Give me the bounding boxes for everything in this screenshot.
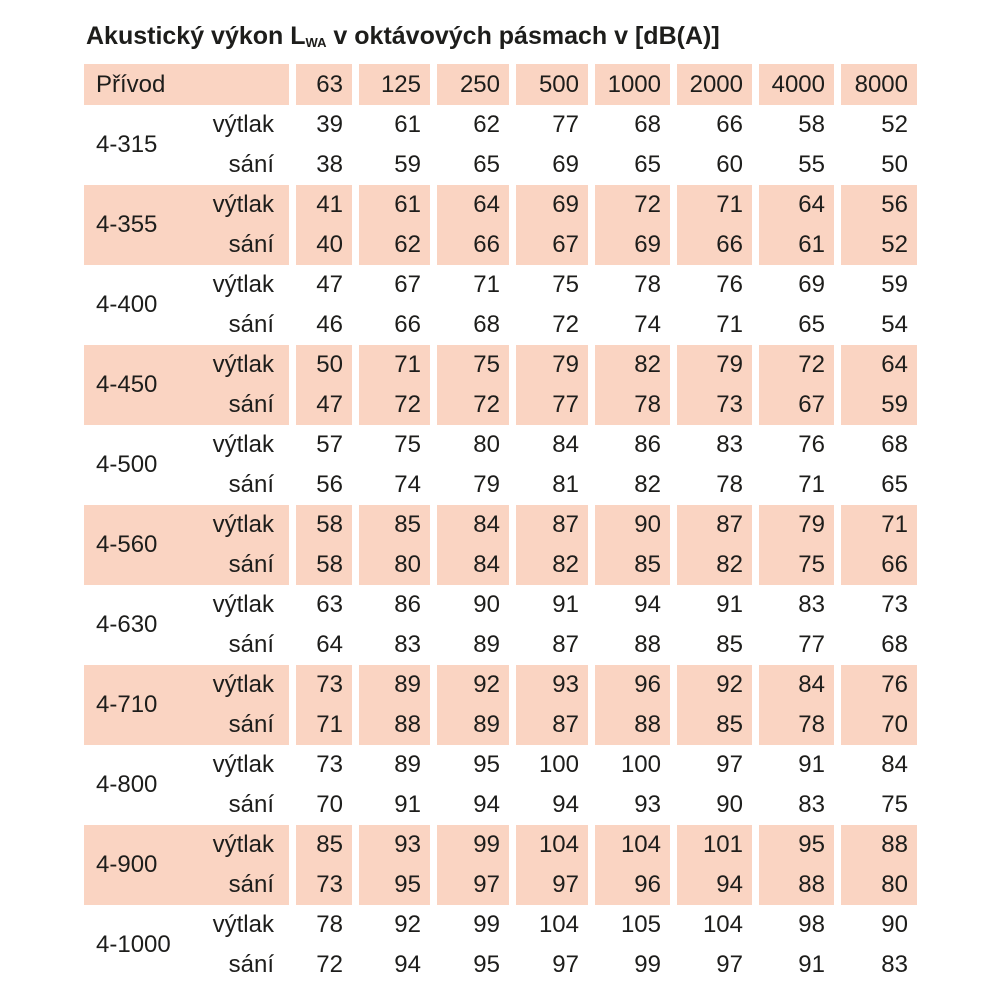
model-label: 4-400 bbox=[96, 291, 158, 318]
model-label: 4-355 bbox=[96, 211, 158, 238]
value-cell: 83 bbox=[716, 431, 743, 458]
value-cell: 100 bbox=[620, 751, 661, 778]
value-cell: 91 bbox=[716, 591, 743, 618]
value-cell: 47 bbox=[316, 271, 343, 298]
value-cell: 77 bbox=[552, 111, 579, 138]
value-cell: 99 bbox=[437, 825, 509, 865]
title-subscript: WA bbox=[305, 35, 327, 50]
value-cell: 86 bbox=[634, 431, 661, 458]
value-cell: 79 bbox=[473, 471, 500, 498]
value-cell: 74 bbox=[394, 471, 421, 498]
value-cell: 83 bbox=[394, 631, 421, 658]
model-label: 4-1000 bbox=[96, 931, 171, 958]
row-type-label: výtlak bbox=[212, 271, 274, 298]
title-suffix: v oktávových pásmach v [dB(A)] bbox=[326, 22, 720, 50]
value-cell: 85 bbox=[677, 705, 752, 745]
model-group-cell bbox=[84, 185, 289, 265]
value-cell: 79 bbox=[516, 345, 588, 385]
row-type-label: sání bbox=[228, 951, 274, 978]
row-type-label: sání bbox=[228, 151, 274, 178]
value-cell: 87 bbox=[516, 705, 588, 745]
value-cell: 84 bbox=[437, 505, 509, 545]
row-type-label: výtlak bbox=[212, 751, 274, 778]
value-cell: 88 bbox=[841, 825, 917, 865]
value-cell: 72 bbox=[359, 385, 430, 425]
model-group-cell bbox=[84, 825, 289, 905]
value-cell: 82 bbox=[677, 545, 752, 585]
value-cell: 56 bbox=[316, 471, 343, 498]
value-cell: 59 bbox=[394, 151, 421, 178]
value-cell: 80 bbox=[841, 865, 917, 905]
frequency-header-cell: 8000 bbox=[841, 64, 917, 105]
value-cell: 73 bbox=[881, 591, 908, 618]
value-cell: 99 bbox=[473, 911, 500, 938]
value-cell: 104 bbox=[538, 911, 579, 938]
value-cell: 58 bbox=[798, 111, 825, 138]
model-label: 4-500 bbox=[96, 451, 158, 478]
value-cell: 80 bbox=[359, 545, 430, 585]
model-group-cell bbox=[84, 265, 289, 345]
model-group-cell bbox=[84, 505, 289, 585]
value-cell: 104 bbox=[595, 825, 670, 865]
value-cell: 58 bbox=[296, 545, 352, 585]
model-label: 4-315 bbox=[96, 131, 158, 158]
value-cell: 76 bbox=[716, 271, 743, 298]
frequency-header-cell: 250 bbox=[437, 64, 509, 105]
value-cell: 91 bbox=[798, 951, 825, 978]
value-cell: 82 bbox=[595, 345, 670, 385]
row-type-labels bbox=[213, 665, 289, 745]
value-cell: 59 bbox=[841, 385, 917, 425]
row-type-label: sání bbox=[228, 391, 274, 418]
value-cell: 85 bbox=[296, 825, 352, 865]
value-cell: 78 bbox=[759, 705, 834, 745]
value-cell: 77 bbox=[516, 385, 588, 425]
value-cell: 83 bbox=[798, 591, 825, 618]
value-cell: 50 bbox=[296, 345, 352, 385]
value-cell: 93 bbox=[516, 665, 588, 705]
value-cell: 71 bbox=[473, 271, 500, 298]
value-cell: 58 bbox=[296, 505, 352, 545]
model-label: 4-710 bbox=[96, 691, 158, 718]
value-cell: 94 bbox=[473, 791, 500, 818]
value-cell: 72 bbox=[595, 185, 670, 225]
value-cell: 96 bbox=[595, 665, 670, 705]
value-cell: 92 bbox=[677, 665, 752, 705]
value-cell: 40 bbox=[296, 225, 352, 265]
value-cell: 66 bbox=[394, 311, 421, 338]
value-cell: 100 bbox=[538, 751, 579, 778]
value-cell: 84 bbox=[437, 545, 509, 585]
value-cell: 91 bbox=[394, 791, 421, 818]
frequency-header-cell: 2000 bbox=[677, 64, 752, 105]
frequency-header-cell: 125 bbox=[359, 64, 430, 105]
value-cell: 89 bbox=[473, 631, 500, 658]
value-cell: 75 bbox=[394, 431, 421, 458]
row-type-labels bbox=[213, 505, 289, 585]
value-cell: 92 bbox=[394, 911, 421, 938]
value-cell: 76 bbox=[841, 665, 917, 705]
value-cell: 94 bbox=[552, 791, 579, 818]
value-cell: 87 bbox=[677, 505, 752, 545]
value-cell: 95 bbox=[473, 751, 500, 778]
value-cell: 66 bbox=[716, 111, 743, 138]
value-cell: 65 bbox=[473, 151, 500, 178]
value-cell: 88 bbox=[759, 865, 834, 905]
value-cell: 71 bbox=[841, 505, 917, 545]
row-type-label: výtlak bbox=[212, 431, 274, 458]
value-cell: 101 bbox=[677, 825, 752, 865]
value-cell: 94 bbox=[634, 591, 661, 618]
value-cell: 61 bbox=[359, 185, 430, 225]
frequency-header-cell: 500 bbox=[516, 64, 588, 105]
row-type-labels bbox=[213, 585, 289, 665]
model-group-cell bbox=[84, 425, 289, 505]
value-cell: 62 bbox=[359, 225, 430, 265]
row-type-labels bbox=[213, 105, 289, 185]
value-cell: 89 bbox=[437, 705, 509, 745]
value-cell: 98 bbox=[798, 911, 825, 938]
value-cell: 78 bbox=[316, 911, 343, 938]
model-label: 4-900 bbox=[96, 851, 158, 878]
value-cell: 94 bbox=[394, 951, 421, 978]
value-cell: 78 bbox=[595, 385, 670, 425]
value-cell: 70 bbox=[841, 705, 917, 745]
value-cell: 38 bbox=[316, 151, 343, 178]
value-cell: 72 bbox=[316, 951, 343, 978]
value-cell: 75 bbox=[552, 271, 579, 298]
row-type-label: výtlak bbox=[212, 671, 274, 698]
row-type-labels bbox=[213, 345, 289, 425]
row-type-label: výtlak bbox=[212, 351, 274, 378]
value-cell: 54 bbox=[881, 311, 908, 338]
value-cell: 90 bbox=[716, 791, 743, 818]
value-cell: 69 bbox=[552, 151, 579, 178]
row-type-label: výtlak bbox=[212, 191, 274, 218]
frequency-header-cell: 1000 bbox=[595, 64, 670, 105]
value-cell: 79 bbox=[677, 345, 752, 385]
value-cell: 95 bbox=[359, 865, 430, 905]
value-cell: 41 bbox=[296, 185, 352, 225]
value-cell: 75 bbox=[759, 545, 834, 585]
value-cell: 72 bbox=[759, 345, 834, 385]
value-cell: 77 bbox=[798, 631, 825, 658]
value-cell: 91 bbox=[798, 751, 825, 778]
row-type-label: sání bbox=[228, 791, 274, 818]
value-cell: 93 bbox=[359, 825, 430, 865]
value-cell: 88 bbox=[595, 705, 670, 745]
value-cell: 94 bbox=[677, 865, 752, 905]
value-cell: 75 bbox=[881, 791, 908, 818]
value-cell: 71 bbox=[716, 311, 743, 338]
value-cell: 90 bbox=[595, 505, 670, 545]
row-type-labels bbox=[213, 905, 289, 985]
value-cell: 79 bbox=[759, 505, 834, 545]
row-type-labels bbox=[213, 825, 289, 905]
corner-header-cell: Přívod bbox=[84, 64, 289, 105]
value-cell: 67 bbox=[516, 225, 588, 265]
value-cell: 50 bbox=[881, 151, 908, 178]
value-cell: 59 bbox=[881, 271, 908, 298]
value-cell: 85 bbox=[359, 505, 430, 545]
row-type-labels bbox=[213, 185, 289, 265]
value-cell: 82 bbox=[634, 471, 661, 498]
value-cell: 104 bbox=[516, 825, 588, 865]
title-prefix: Akustický výkon L bbox=[86, 22, 306, 50]
value-cell: 75 bbox=[437, 345, 509, 385]
value-cell: 97 bbox=[716, 751, 743, 778]
row-type-label: sání bbox=[228, 231, 274, 258]
value-cell: 47 bbox=[296, 385, 352, 425]
value-cell: 66 bbox=[437, 225, 509, 265]
value-cell: 72 bbox=[552, 311, 579, 338]
value-cell: 52 bbox=[881, 111, 908, 138]
model-group-cell bbox=[84, 585, 289, 665]
value-cell: 99 bbox=[634, 951, 661, 978]
page-title bbox=[86, 22, 1000, 51]
value-cell: 71 bbox=[359, 345, 430, 385]
value-cell: 97 bbox=[516, 865, 588, 905]
value-cell: 95 bbox=[759, 825, 834, 865]
value-cell: 104 bbox=[702, 911, 743, 938]
value-cell: 71 bbox=[677, 185, 752, 225]
value-cell: 92 bbox=[437, 665, 509, 705]
value-cell: 84 bbox=[552, 431, 579, 458]
row-type-label: sání bbox=[228, 311, 274, 338]
value-cell: 78 bbox=[634, 271, 661, 298]
value-cell: 80 bbox=[473, 431, 500, 458]
value-cell: 89 bbox=[394, 751, 421, 778]
model-label: 4-560 bbox=[96, 531, 158, 558]
value-cell: 63 bbox=[316, 591, 343, 618]
value-cell: 91 bbox=[552, 591, 579, 618]
value-cell: 62 bbox=[473, 111, 500, 138]
value-cell: 89 bbox=[359, 665, 430, 705]
value-cell: 86 bbox=[394, 591, 421, 618]
value-cell: 87 bbox=[552, 631, 579, 658]
value-cell: 67 bbox=[759, 385, 834, 425]
value-cell: 64 bbox=[437, 185, 509, 225]
value-cell: 68 bbox=[881, 631, 908, 658]
value-cell: 39 bbox=[316, 111, 343, 138]
model-group-cell bbox=[84, 665, 289, 745]
value-cell: 73 bbox=[316, 751, 343, 778]
value-cell: 71 bbox=[798, 471, 825, 498]
value-cell: 95 bbox=[473, 951, 500, 978]
value-cell: 65 bbox=[798, 311, 825, 338]
value-cell: 90 bbox=[473, 591, 500, 618]
model-group-cell bbox=[84, 105, 289, 185]
value-cell: 85 bbox=[595, 545, 670, 585]
value-cell: 72 bbox=[437, 385, 509, 425]
value-cell: 88 bbox=[359, 705, 430, 745]
value-cell: 83 bbox=[881, 951, 908, 978]
model-group-cell bbox=[84, 745, 289, 825]
value-cell: 68 bbox=[473, 311, 500, 338]
acoustic-table bbox=[84, 64, 917, 985]
value-cell: 76 bbox=[798, 431, 825, 458]
value-cell: 74 bbox=[634, 311, 661, 338]
value-cell: 65 bbox=[634, 151, 661, 178]
value-cell: 55 bbox=[798, 151, 825, 178]
value-cell: 46 bbox=[316, 311, 343, 338]
row-type-label: sání bbox=[228, 471, 274, 498]
frequency-header-cell: 4000 bbox=[759, 64, 834, 105]
row-type-label: sání bbox=[228, 631, 274, 658]
value-cell: 96 bbox=[595, 865, 670, 905]
value-cell: 66 bbox=[841, 545, 917, 585]
row-type-labels bbox=[213, 425, 289, 505]
row-type-labels bbox=[213, 745, 289, 825]
value-cell: 64 bbox=[759, 185, 834, 225]
value-cell: 61 bbox=[759, 225, 834, 265]
value-cell: 84 bbox=[881, 751, 908, 778]
value-cell: 87 bbox=[516, 505, 588, 545]
value-cell: 52 bbox=[841, 225, 917, 265]
value-cell: 83 bbox=[798, 791, 825, 818]
model-label: 4-450 bbox=[96, 371, 158, 398]
model-label: 4-630 bbox=[96, 611, 158, 638]
value-cell: 69 bbox=[798, 271, 825, 298]
value-cell: 66 bbox=[677, 225, 752, 265]
row-type-label: sání bbox=[228, 551, 274, 578]
value-cell: 65 bbox=[881, 471, 908, 498]
value-cell: 56 bbox=[841, 185, 917, 225]
row-type-label: sání bbox=[228, 711, 274, 738]
value-cell: 88 bbox=[634, 631, 661, 658]
value-cell: 78 bbox=[716, 471, 743, 498]
value-cell: 85 bbox=[716, 631, 743, 658]
value-cell: 68 bbox=[634, 111, 661, 138]
value-cell: 105 bbox=[620, 911, 661, 938]
model-label: 4-800 bbox=[96, 771, 158, 798]
frequency-header-cell: 63 bbox=[296, 64, 352, 105]
model-group-cell bbox=[84, 345, 289, 425]
value-cell: 64 bbox=[316, 631, 343, 658]
row-type-label: výtlak bbox=[212, 831, 274, 858]
value-cell: 82 bbox=[516, 545, 588, 585]
value-cell: 90 bbox=[881, 911, 908, 938]
value-cell: 69 bbox=[516, 185, 588, 225]
value-cell: 69 bbox=[595, 225, 670, 265]
value-cell: 57 bbox=[316, 431, 343, 458]
value-cell: 97 bbox=[716, 951, 743, 978]
row-type-labels bbox=[213, 265, 289, 345]
value-cell: 70 bbox=[316, 791, 343, 818]
value-cell: 97 bbox=[437, 865, 509, 905]
row-type-label: výtlak bbox=[212, 111, 274, 138]
value-cell: 73 bbox=[677, 385, 752, 425]
value-cell: 71 bbox=[296, 705, 352, 745]
row-type-label: výtlak bbox=[212, 591, 274, 618]
value-cell: 64 bbox=[841, 345, 917, 385]
value-cell: 68 bbox=[881, 431, 908, 458]
value-cell: 97 bbox=[552, 951, 579, 978]
value-cell: 84 bbox=[759, 665, 834, 705]
value-cell: 73 bbox=[296, 665, 352, 705]
value-cell: 73 bbox=[296, 865, 352, 905]
value-cell: 67 bbox=[394, 271, 421, 298]
row-type-label: výtlak bbox=[212, 511, 274, 538]
model-group-cell bbox=[84, 905, 289, 985]
value-cell: 81 bbox=[552, 471, 579, 498]
row-type-label: výtlak bbox=[212, 911, 274, 938]
value-cell: 93 bbox=[634, 791, 661, 818]
value-cell: 60 bbox=[716, 151, 743, 178]
value-cell: 61 bbox=[394, 111, 421, 138]
row-type-label: sání bbox=[228, 871, 274, 898]
